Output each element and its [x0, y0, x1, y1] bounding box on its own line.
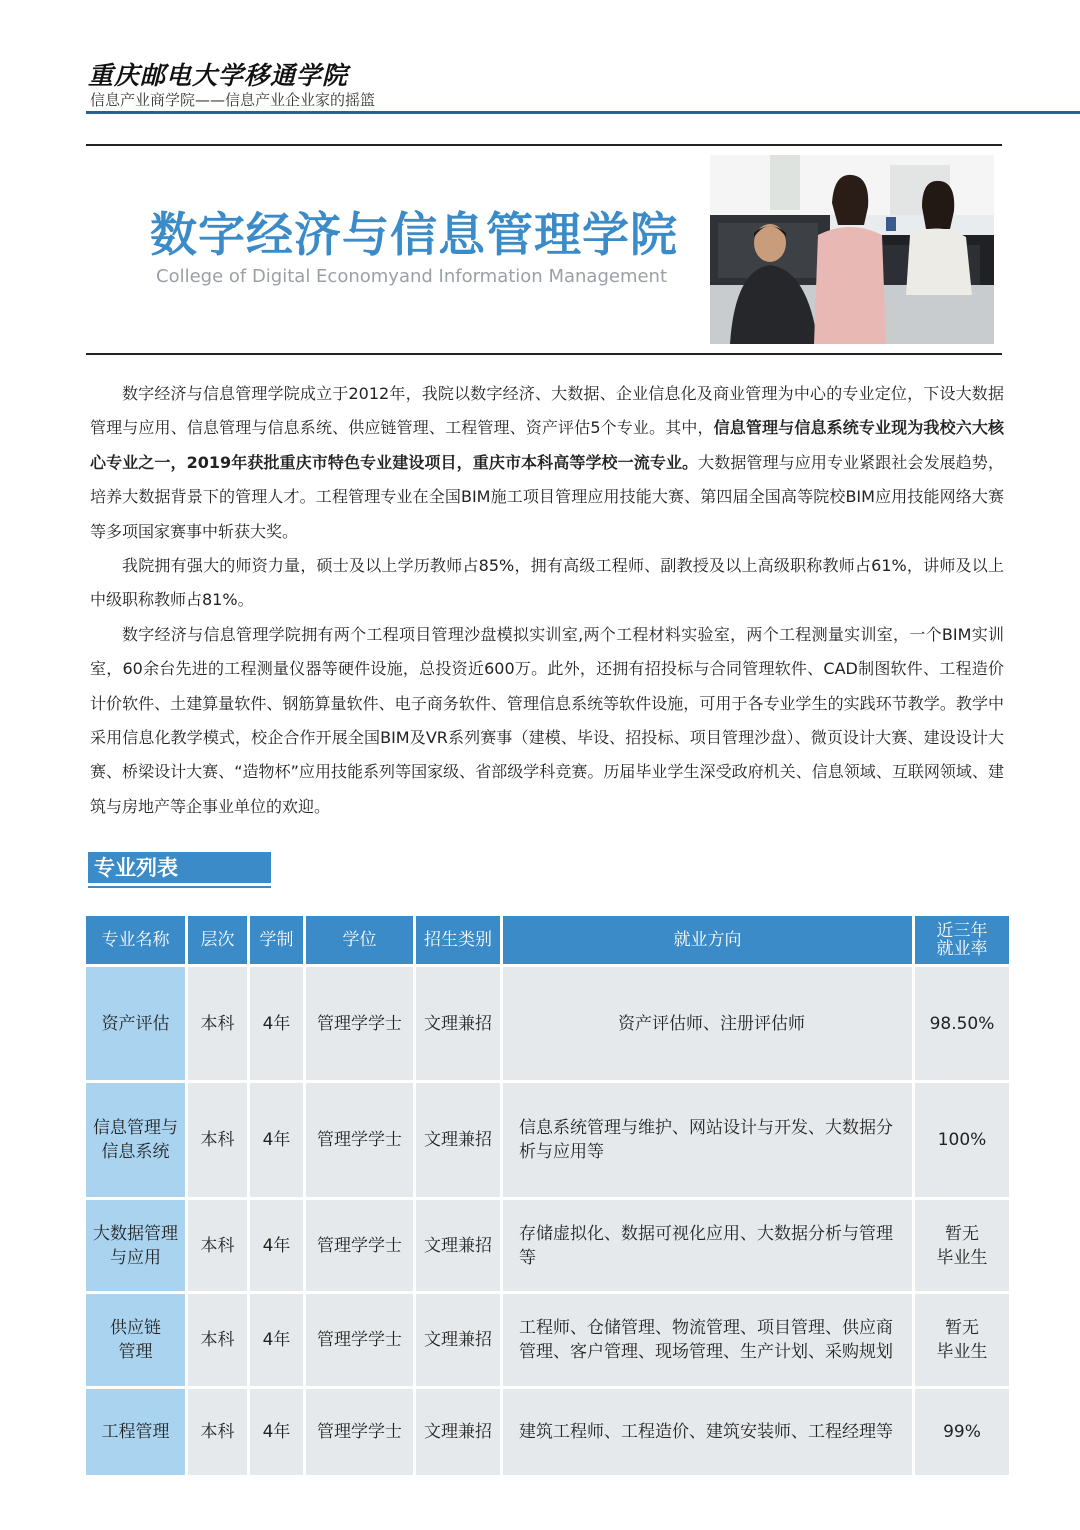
header-major-name: 专业名称 [86, 916, 185, 964]
major-career: 资产评估师、注册评估师 [503, 967, 912, 1080]
major-career: 工程师、仓储管理、物流管理、项目管理、供应商管理、客户管理、现场管理、生产计划、采购规划 [503, 1294, 912, 1386]
major-career: 存储虚拟化、数据可视化应用、大数据分析与管理等 [503, 1200, 912, 1291]
college-title: 数字经济与信息管理学院 [150, 208, 678, 263]
intro-p1-text-a: 数字经济与信息管理学院成立于2012年，我院以数字经济、大数据、企业信息化及商业管理为中心的专业定位，下设大数据管理与应用、信息管理与信息系统、供应链管理、工程管理、资产评估5个专业。其中， [90, 384, 1004, 438]
major-name-line2: 管理 [118, 1342, 153, 1362]
intro-paragraph-3: 数字经济与信息管理学院拥有两个工程项目管理沙盘模拟实训室,两个工程材料实验室，两个工程测量实训室，一个BIM实训室，60余台先进的工程测量仪器等硬件设施，总投资近600万。此外，还拥有招投标与合同管理软件、CAD制图软件、工程造价计价软件、土建算量软件、钢筋算量软件、电子商务软件、管理信息系统等软件设施，可用于各专业学生的实践环节教学。教学中采用信息化教学模式，校企合作开展全国BIM及VR系列赛事（建模、毕设、招投标、项目管理沙盘）、微页设计大赛、建设设计大赛、桥梁设计大赛、“造物杯”应用技能系列等国家级、省部级学科竞赛。历届毕业学生深受政府机关、信息领域、互联网领域、建筑与房地产等企事业单位的欢迎。 [90, 624, 1004, 816]
school-brand: 重庆邮电大学移通学院 [88, 61, 349, 90]
major-employment-rate: 99% [915, 1389, 1009, 1475]
header-category: 招生类别 [416, 916, 500, 964]
section-label-majors: 专业列表 [88, 852, 271, 883]
major-name [86, 1200, 185, 1291]
major-name-line1: 大数据管理 [93, 1223, 178, 1244]
major-name: 工程管理 [86, 1389, 185, 1475]
header-duration: 学制 [250, 916, 303, 964]
college-introduction [90, 377, 1004, 824]
major-employment-rate [915, 1294, 1009, 1386]
major-name-line1: 供应链 [110, 1318, 161, 1338]
major-name-line2: 与应用 [110, 1247, 161, 1268]
college-subtitle: College of Digital Economyand Information Management [156, 266, 668, 287]
header-degree: 学位 [306, 916, 413, 964]
major-category: 文理兼招 [416, 967, 500, 1080]
majors-table [83, 913, 1012, 1478]
rate-line2: 毕业生 [936, 1342, 988, 1362]
table-row [86, 967, 1009, 1080]
major-degree: 管理学学士 [306, 967, 413, 1080]
major-level: 本科 [188, 967, 247, 1080]
major-employment-rate [915, 1200, 1009, 1291]
major-duration: 4年 [250, 967, 303, 1080]
table-header-row [86, 916, 1009, 964]
rate-line1: 暂无 [945, 1223, 979, 1244]
major-level: 本科 [188, 1200, 247, 1291]
intro-p1-text-b: 大数据管理与应用专业紧跟社会发展趋势，培养大数据背景下的管理人才。工程管理专业在全国BIM施工项目管理应用技能大赛、第四届全国高等院校BIM应用技能网络大赛等多项国家赛事中斩获大奖。 [90, 452, 1004, 541]
header-employment-rate [915, 916, 1009, 964]
header-career: 就业方向 [503, 916, 912, 964]
major-name: 资产评估 [86, 967, 185, 1080]
rate-line2: 毕业生 [936, 1247, 988, 1268]
major-category: 文理兼招 [416, 1389, 500, 1475]
table-row [86, 1200, 1009, 1291]
school-tagline: 信息产业商学院——信息产业企业家的摇篮 [90, 91, 376, 109]
major-degree: 管理学学士 [306, 1294, 413, 1386]
title-rule-top [86, 144, 1002, 146]
major-name [86, 1083, 185, 1197]
major-duration: 4年 [250, 1200, 303, 1291]
major-name [86, 1294, 185, 1386]
major-name-line2: 信息系统 [101, 1142, 170, 1162]
major-employment-rate: 98.50% [915, 967, 1009, 1080]
major-duration: 4年 [250, 1083, 303, 1197]
header-level: 层次 [188, 916, 247, 964]
major-duration: 4年 [250, 1294, 303, 1386]
header-divider [86, 111, 1080, 114]
major-category: 文理兼招 [416, 1083, 500, 1197]
intro-paragraph-1 [90, 377, 1004, 549]
major-employment-rate: 100% [915, 1083, 1009, 1197]
intro-paragraph-2: 我院拥有强大的师资力量，硕士及以上学历教师占85%，拥有高级工程师、副教授及以上高级职称教师占61%，讲师及以上中级职称教师占81%。 [90, 556, 1004, 610]
header-rate-line2: 就业率 [936, 939, 988, 959]
title-rule-bottom [86, 353, 1002, 355]
major-career: 建筑工程师、工程造价、建筑安装师、工程经理等 [503, 1389, 912, 1475]
major-name-line1: 信息管理与 [93, 1118, 178, 1138]
major-category: 文理兼招 [416, 1200, 500, 1291]
major-level: 本科 [188, 1389, 247, 1475]
major-category: 文理兼招 [416, 1294, 500, 1386]
major-degree: 管理学学士 [306, 1083, 413, 1197]
major-degree: 管理学学士 [306, 1200, 413, 1291]
intro-p1-highlight: 信息管理与信息系统专业现为我校六大核心专业之一，2019年获批重庆市特色专业建设项目，重庆市本科高等学校一流专业。 [90, 418, 1004, 472]
students-photo-illustration [710, 155, 994, 344]
table-row [86, 1083, 1009, 1197]
rate-line1: 暂无 [945, 1318, 979, 1338]
header-rate-line1: 近三年 [936, 921, 988, 941]
major-level: 本科 [188, 1294, 247, 1386]
major-duration: 4年 [250, 1389, 303, 1475]
table-row [86, 1389, 1009, 1475]
students-photo [710, 155, 994, 344]
major-degree: 管理学学士 [306, 1389, 413, 1475]
major-level: 本科 [188, 1083, 247, 1197]
table-row [86, 1294, 1009, 1386]
major-career: 信息系统管理与维护、网站设计与开发、大数据分析与应用等 [503, 1083, 912, 1197]
